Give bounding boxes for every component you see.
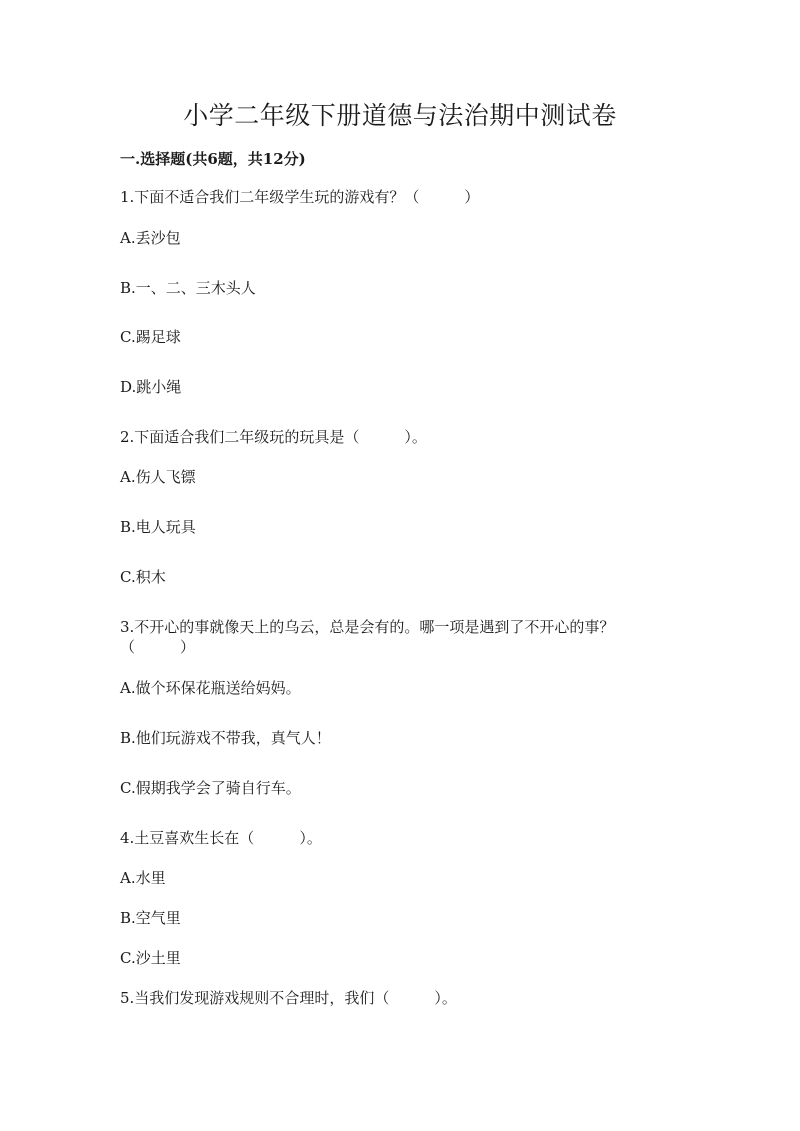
- question-4-option-c: C.沙土里: [120, 949, 181, 967]
- question-3-option-b: B.他们玩游戏不带我，真气人！: [120, 729, 331, 747]
- question-1-option-a: A.丢沙包: [120, 229, 181, 247]
- section-heading: 一.选择题(共6题，共12分): [120, 150, 306, 168]
- question-4-option-a: A.水里: [120, 869, 166, 887]
- question-3-option-c: C.假期我学会了骑自行车。: [120, 779, 301, 797]
- question-3-stem-line-2: （ ）: [120, 638, 196, 656]
- question-2-stem: 2.下面适合我们二年级玩的玩具是（ ）。: [120, 428, 427, 446]
- page-title: 小学二年级下册道德与法治期中测试卷: [183, 101, 617, 130]
- question-2-option-a: A.伤人飞镖: [120, 468, 196, 486]
- question-1-option-d: D.跳小绳: [120, 378, 182, 396]
- question-3-stem-line-1: 3.不开心的事就像天上的乌云，总是会有的。哪一项是遇到了不开心的事？: [120, 618, 615, 636]
- question-1-option-c: C.踢足球: [120, 328, 181, 346]
- question-1-option-b: B.一、二、三木头人: [120, 279, 256, 297]
- question-2-option-c: C.积木: [120, 568, 166, 586]
- question-1-stem: 1.下面不适合我们二年级学生玩的游戏有？（ ）: [120, 188, 480, 206]
- question-2-option-b: B.电人玩具: [120, 518, 196, 536]
- question-4-stem: 4.土豆喜欢生长在（ ）。: [120, 829, 322, 847]
- question-3-option-a: A.做个环保花瓶送给妈妈。: [120, 679, 301, 697]
- question-5-stem: 5.当我们发现游戏规则不合理时，我们（ ）。: [120, 989, 457, 1007]
- question-4-option-b: B.空气里: [120, 909, 181, 927]
